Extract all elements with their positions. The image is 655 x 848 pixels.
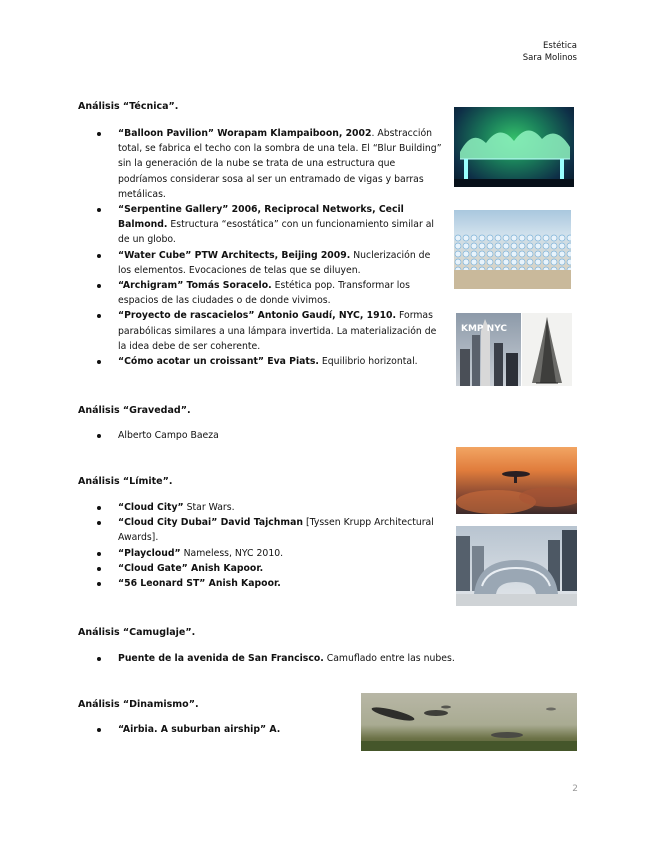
list-item: “Serpentine Gallery” 2006, Reciprocal Networks, Cecil Balmond. Estructura “esostática” con un funcionamiento similar al de un globo. bbox=[78, 202, 446, 248]
list-camuglaje bbox=[78, 651, 478, 666]
airbia-photo bbox=[361, 693, 577, 751]
heading-camuglaje: Análisis “Camuglaje”. bbox=[78, 627, 196, 638]
balloon-pavilion-photo bbox=[454, 107, 574, 187]
list-item: “Balloon Pavilion” Worapam Klampaiboon, 2002. Abstracción total, se fabrica el techo con la sombra de una tela. El “Blur Building” sin la generación de la nube se trata de una estructura que podríamos considerar sosa al ser un entramado de vigas y barras metálicas. bbox=[78, 126, 446, 202]
list-item: “Proyecto de rascacielos” Antonio Gaudí, NYC, 1910. Formas parabólicas similares a una lámpara invertida. La materialización de la idea debe de ser coherente. bbox=[78, 308, 446, 354]
heading-dinamismo: Análisis “Dinamismo”. bbox=[78, 699, 199, 710]
water-cube-photo bbox=[454, 210, 571, 289]
list-item: “Airbia. A suburban airship” A. bbox=[78, 722, 358, 737]
list-tecnica bbox=[78, 126, 446, 369]
list-gravedad bbox=[78, 428, 446, 443]
heading-limite: Análisis “Límite”. bbox=[78, 476, 173, 487]
list-item: “Cómo acotar un croissant” Eva Piats. Equilibrio horizontal. bbox=[78, 354, 446, 369]
list-item: “56 Leonard ST” Anish Kapoor. bbox=[78, 576, 450, 591]
cloud-city-photo bbox=[456, 447, 577, 514]
archigram-photo bbox=[456, 313, 521, 386]
list-item: “Playcloud” Nameless, NYC 2010. bbox=[78, 546, 450, 561]
list-item: “Cloud City Dubai” David Tajchman [Tyssen Krupp Architectural Awards]. bbox=[78, 515, 450, 545]
list-item: “Water Cube” PTW Architects, Beijing 2009. Nuclerización de los elementos. Evocaciones de telas que se diluyen. bbox=[78, 248, 446, 278]
header-author: Sara Molinos bbox=[522, 52, 577, 63]
list-item: “Cloud Gate” Anish Kapoor. bbox=[78, 561, 450, 576]
list-limite bbox=[78, 500, 450, 591]
page-number: 2 bbox=[572, 784, 578, 794]
list-dinamismo bbox=[78, 722, 358, 737]
list-item: Puente de la avenida de San Francisco. Camuflado entre las nubes. bbox=[78, 651, 478, 666]
gaudi-skyscraper-photo bbox=[522, 313, 572, 386]
list-item: “Archigram” Tomás Soracelo. Estética pop. Transformar los espacios de las ciudades o de donde vivimos. bbox=[78, 278, 446, 308]
archigram-caption: KMP NYC bbox=[461, 324, 507, 334]
list-item: Alberto Campo Baeza bbox=[78, 428, 446, 443]
header-subject: Estética bbox=[543, 41, 577, 51]
heading-tecnica: Análisis “Técnica”. bbox=[78, 101, 179, 112]
page-header bbox=[523, 41, 577, 64]
heading-gravedad: Análisis “Gravedad”. bbox=[78, 405, 191, 416]
cloud-gate-photo bbox=[456, 526, 577, 606]
list-item: “Cloud City” Star Wars. bbox=[78, 500, 450, 515]
